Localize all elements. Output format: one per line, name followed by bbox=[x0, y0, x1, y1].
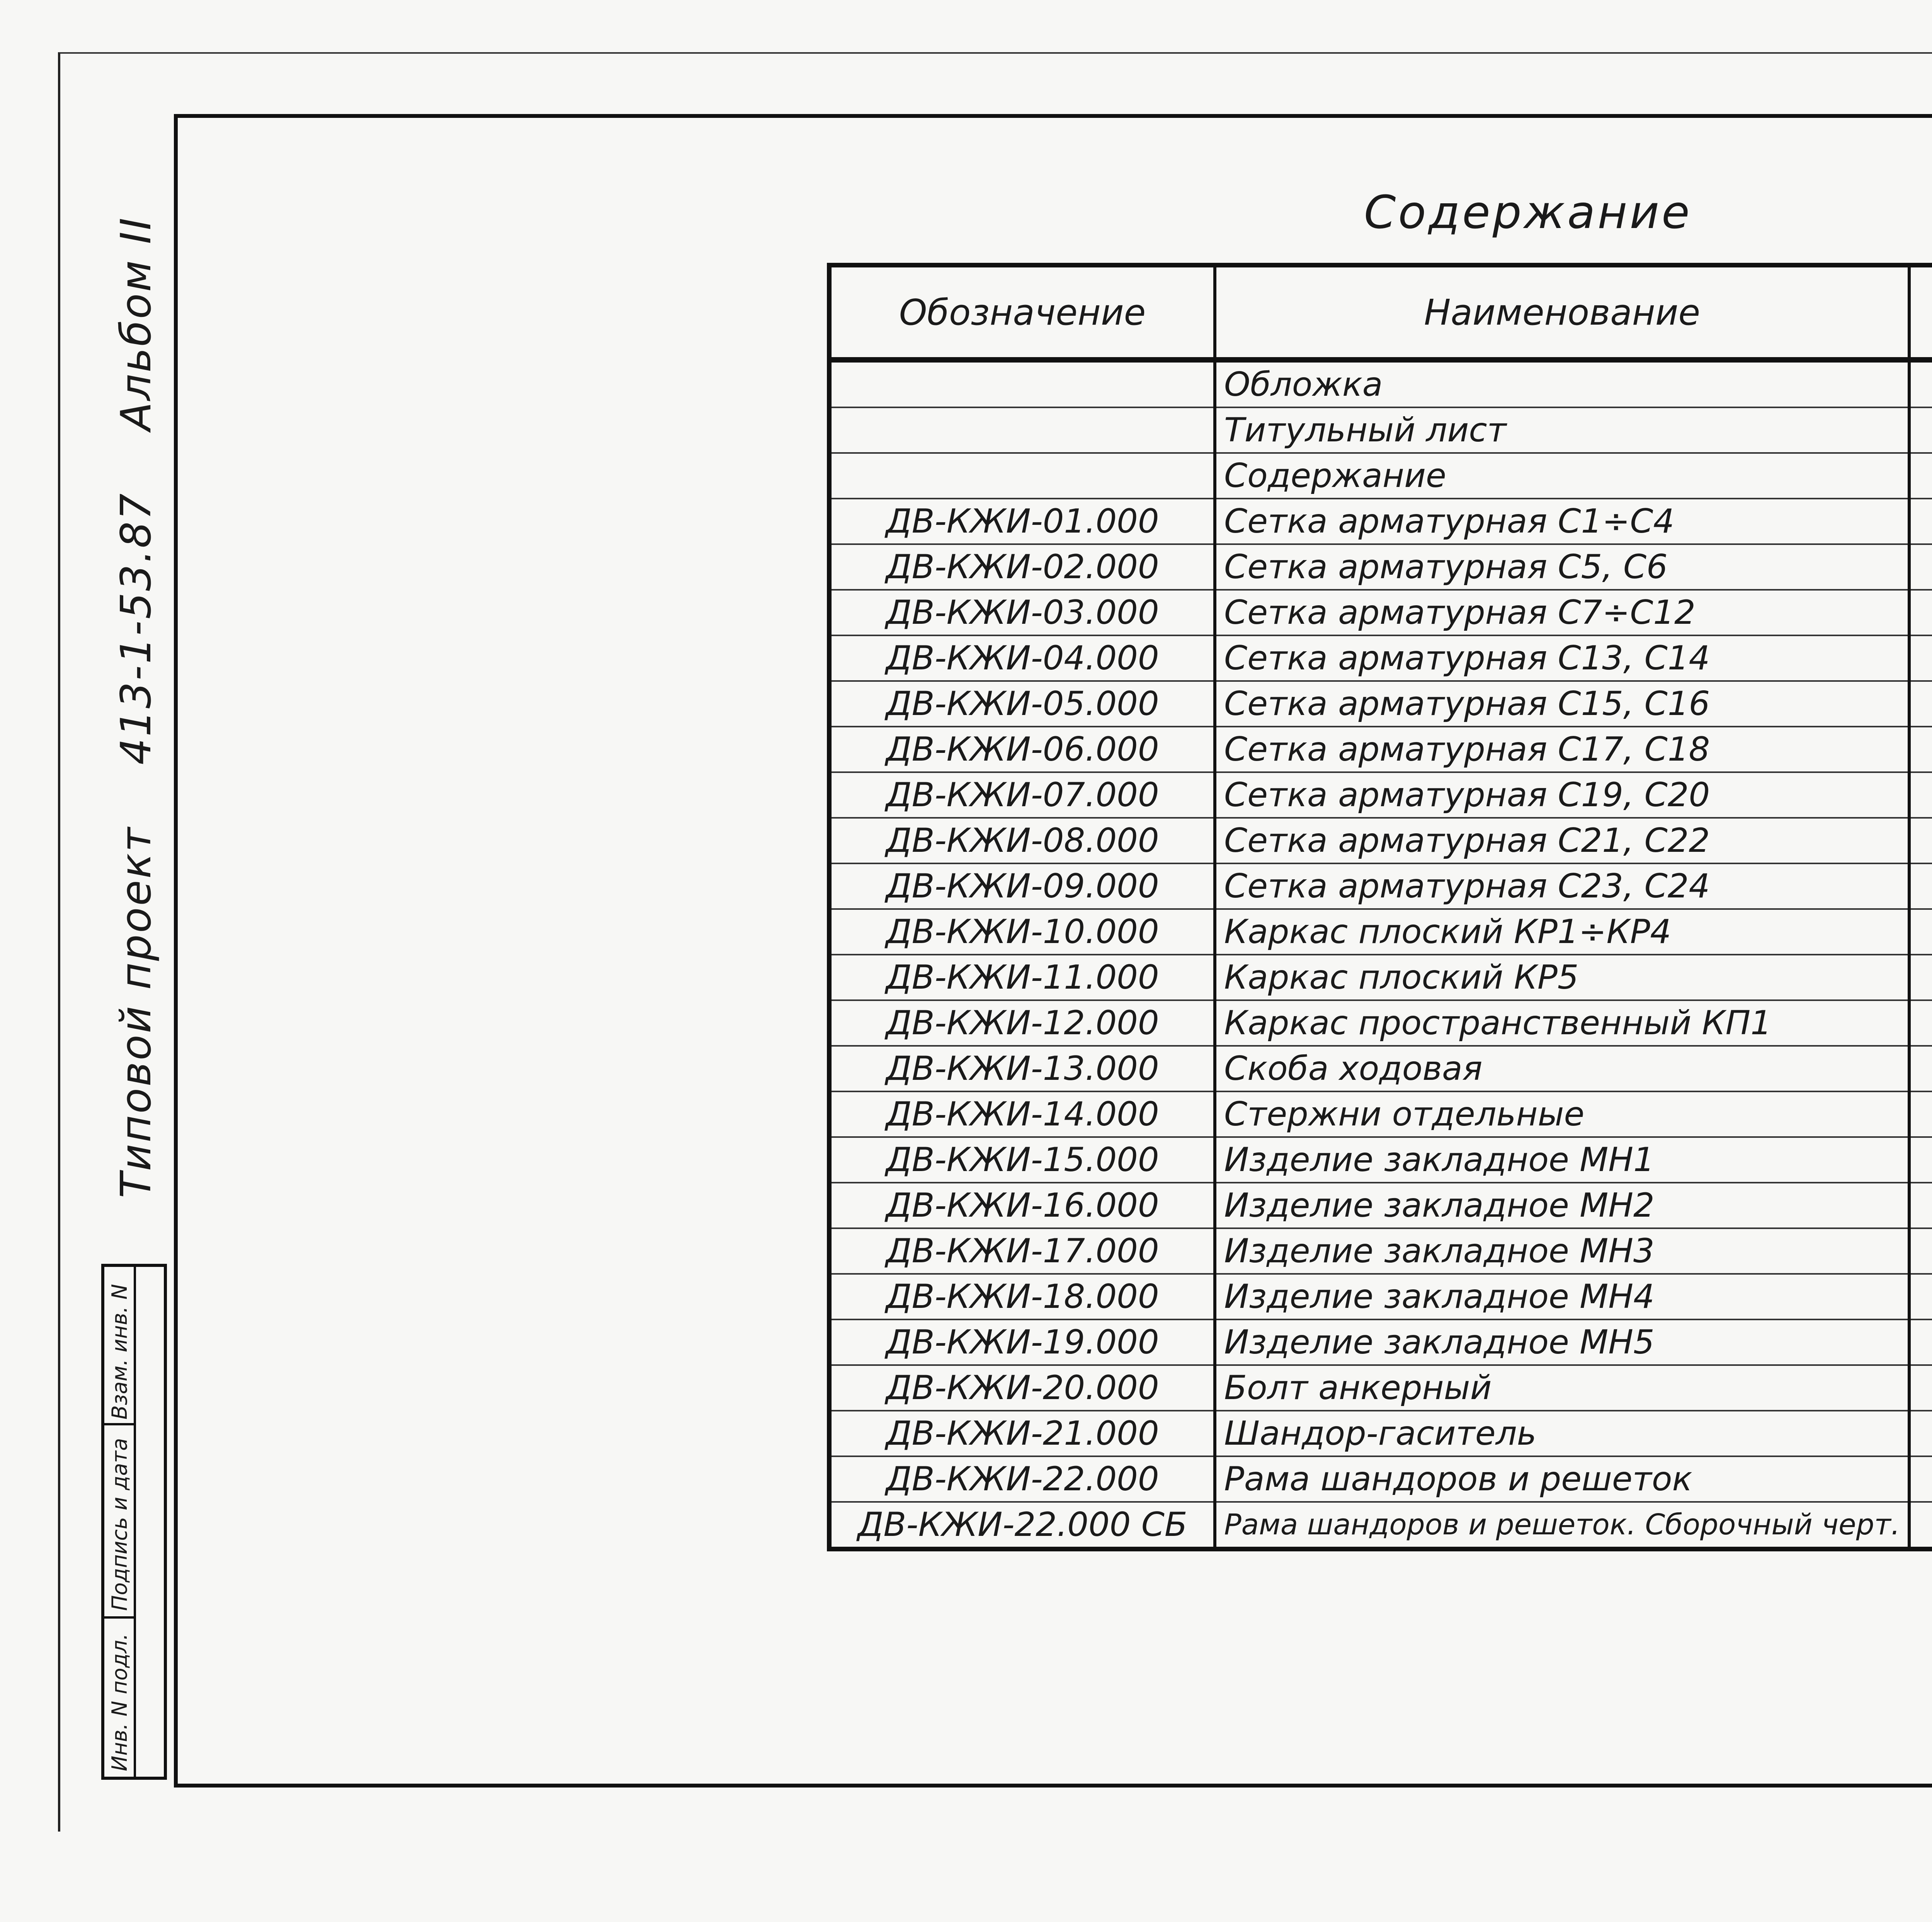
name-cell: Стержни отдельные bbox=[1215, 1091, 1909, 1137]
code-cell: ДВ-КЖИ-08.000 bbox=[829, 818, 1215, 863]
name-cell: Сетка арматурная С19, С20 bbox=[1215, 772, 1909, 818]
page-cell bbox=[1909, 1228, 1932, 1274]
name-cell: Сетка арматурная С23, С24 bbox=[1215, 863, 1909, 909]
code-cell: ДВ-КЖИ-22.000 СБ bbox=[829, 1502, 1215, 1549]
name-cell: Сетка арматурная С15, С16 bbox=[1215, 681, 1909, 727]
code-cell: ДВ-КЖИ-15.000 bbox=[829, 1137, 1215, 1183]
page-cell bbox=[1909, 818, 1932, 863]
code-cell bbox=[829, 453, 1215, 499]
table-row bbox=[829, 407, 1932, 453]
code-cell: ДВ-КЖИ-09.000 bbox=[829, 863, 1215, 909]
name-cell: Изделие закладное МН1 bbox=[1215, 1137, 1909, 1183]
table-row bbox=[829, 635, 1932, 681]
stamp-label-replace-inv: Взам. инв. N bbox=[107, 1284, 132, 1420]
page-cell bbox=[1909, 1137, 1932, 1183]
name-cell: Болт анкерный bbox=[1215, 1365, 1909, 1411]
side-title-block bbox=[112, 170, 160, 1198]
name-cell: Сетка арматурная С5, С6 bbox=[1215, 544, 1909, 590]
table-row bbox=[829, 1365, 1932, 1411]
table-row bbox=[829, 1183, 1932, 1228]
code-cell: ДВ-КЖИ-22.000 bbox=[829, 1456, 1215, 1502]
code-cell: ДВ-КЖИ-07.000 bbox=[829, 772, 1215, 818]
name-cell: Сетка арматурная С7÷С12 bbox=[1215, 590, 1909, 635]
table-header-row bbox=[829, 265, 1932, 360]
name-cell: Каркас пространственный КП1 bbox=[1215, 1000, 1909, 1046]
name-cell: Сетка арматурная С1÷С4 bbox=[1215, 499, 1909, 544]
code-cell: ДВ-КЖИ-03.000 bbox=[829, 590, 1215, 635]
stamp-label-inv-orig: Инв. N подл. bbox=[107, 1633, 132, 1771]
page-cell bbox=[1909, 1046, 1932, 1091]
page-cell bbox=[1909, 590, 1932, 635]
header-name: Наименование bbox=[1215, 265, 1909, 360]
project-number: 413-1-53.87 bbox=[112, 492, 160, 765]
code-cell: ДВ-КЖИ-02.000 bbox=[829, 544, 1215, 590]
page-cell bbox=[1909, 1502, 1932, 1549]
name-cell: Каркас плоский КР5 bbox=[1215, 955, 1909, 1000]
page-cell bbox=[1909, 909, 1932, 955]
table-row bbox=[829, 1411, 1932, 1456]
name-cell: Рама шандоров и решеток. Сборочный черт. bbox=[1215, 1502, 1909, 1549]
table-row bbox=[829, 1456, 1932, 1502]
name-cell: Изделие закладное МН3 bbox=[1215, 1228, 1909, 1274]
code-cell: ДВ-КЖИ-20.000 bbox=[829, 1365, 1215, 1411]
page-cell bbox=[1909, 772, 1932, 818]
code-cell: ДВ-КЖИ-17.000 bbox=[829, 1228, 1215, 1274]
page-cell bbox=[1909, 1274, 1932, 1319]
name-cell: Содержание bbox=[1215, 453, 1909, 499]
stamp-cell-replace-inv bbox=[104, 1267, 136, 1425]
table-row bbox=[829, 544, 1932, 590]
page-cell bbox=[1909, 407, 1932, 453]
table-row bbox=[829, 360, 1932, 407]
name-cell: Рама шандоров и решеток bbox=[1215, 1456, 1909, 1502]
table-row bbox=[829, 1319, 1932, 1365]
code-cell bbox=[829, 360, 1215, 407]
stamp-cell-sign-date bbox=[104, 1425, 136, 1619]
table-row bbox=[829, 818, 1932, 863]
contents-table bbox=[827, 263, 1932, 1551]
approval-stamp bbox=[101, 1264, 167, 1780]
code-cell: ДВ-КЖИ-12.000 bbox=[829, 1000, 1215, 1046]
page-cell bbox=[1909, 1319, 1932, 1365]
code-cell: ДВ-КЖИ-01.000 bbox=[829, 499, 1215, 544]
name-cell: Сетка арматурная С17, С18 bbox=[1215, 727, 1909, 772]
table-row bbox=[829, 1091, 1932, 1137]
code-cell bbox=[829, 407, 1215, 453]
code-cell: ДВ-КЖИ-21.000 bbox=[829, 1411, 1215, 1456]
table-row bbox=[829, 1046, 1932, 1091]
page-title: Содержание bbox=[1364, 186, 1692, 239]
page-cell bbox=[1909, 1000, 1932, 1046]
name-cell: Титульный лист bbox=[1215, 407, 1909, 453]
code-cell: ДВ-КЖИ-16.000 bbox=[829, 1183, 1215, 1228]
table-row bbox=[829, 772, 1932, 818]
table-row bbox=[829, 1137, 1932, 1183]
code-cell: ДВ-КЖИ-13.000 bbox=[829, 1046, 1215, 1091]
page-cell bbox=[1909, 1183, 1932, 1228]
name-cell: Изделие закладное МН5 bbox=[1215, 1319, 1909, 1365]
page-cell bbox=[1909, 635, 1932, 681]
table-row bbox=[829, 499, 1932, 544]
code-cell: ДВ-КЖИ-06.000 bbox=[829, 727, 1215, 772]
table-row bbox=[829, 1000, 1932, 1046]
code-cell: ДВ-КЖИ-04.000 bbox=[829, 635, 1215, 681]
table-row bbox=[829, 955, 1932, 1000]
contents-table-body bbox=[829, 360, 1932, 1549]
name-cell: Изделие закладное МН4 bbox=[1215, 1274, 1909, 1319]
project-label: Типовой проект bbox=[112, 826, 160, 1198]
page-cell bbox=[1909, 360, 1932, 407]
table-row bbox=[829, 1228, 1932, 1274]
table-row bbox=[829, 590, 1932, 635]
name-cell: Скоба ходовая bbox=[1215, 1046, 1909, 1091]
stamp-label-sign-date: Подпись и дата bbox=[107, 1438, 132, 1611]
code-cell: ДВ-КЖИ-11.000 bbox=[829, 955, 1215, 1000]
table-row bbox=[829, 909, 1932, 955]
name-cell: Каркас плоский КР1÷КР4 bbox=[1215, 909, 1909, 955]
page-cell bbox=[1909, 681, 1932, 727]
table-row bbox=[829, 681, 1932, 727]
code-cell: ДВ-КЖИ-10.000 bbox=[829, 909, 1215, 955]
page-cell bbox=[1909, 1456, 1932, 1502]
header-page bbox=[1909, 265, 1932, 360]
name-cell: Обложка bbox=[1215, 360, 1909, 407]
code-cell: ДВ-КЖИ-14.000 bbox=[829, 1091, 1215, 1137]
name-cell: Шандор-гаситель bbox=[1215, 1411, 1909, 1456]
name-cell: Сетка арматурная С13, С14 bbox=[1215, 635, 1909, 681]
page-cell bbox=[1909, 863, 1932, 909]
stamp-cell-inv-orig bbox=[104, 1619, 136, 1777]
page-cell bbox=[1909, 1411, 1932, 1456]
page-cell bbox=[1909, 1365, 1932, 1411]
code-cell: ДВ-КЖИ-18.000 bbox=[829, 1274, 1215, 1319]
code-cell: ДВ-КЖИ-05.000 bbox=[829, 681, 1215, 727]
page-cell bbox=[1909, 453, 1932, 499]
table-row bbox=[829, 453, 1932, 499]
page-cell bbox=[1909, 955, 1932, 1000]
header-code: Обозначение bbox=[829, 265, 1215, 360]
page-cell bbox=[1909, 499, 1932, 544]
name-cell: Сетка арматурная С21, С22 bbox=[1215, 818, 1909, 863]
page-cell bbox=[1909, 1091, 1932, 1137]
name-cell: Изделие закладное МН2 bbox=[1215, 1183, 1909, 1228]
page-cell bbox=[1909, 544, 1932, 590]
album-label: Альбом II bbox=[112, 216, 160, 431]
table-row bbox=[829, 727, 1932, 772]
table-row bbox=[829, 863, 1932, 909]
table-row bbox=[829, 1502, 1932, 1549]
page-cell bbox=[1909, 727, 1932, 772]
code-cell: ДВ-КЖИ-19.000 bbox=[829, 1319, 1215, 1365]
table-row bbox=[829, 1274, 1932, 1319]
